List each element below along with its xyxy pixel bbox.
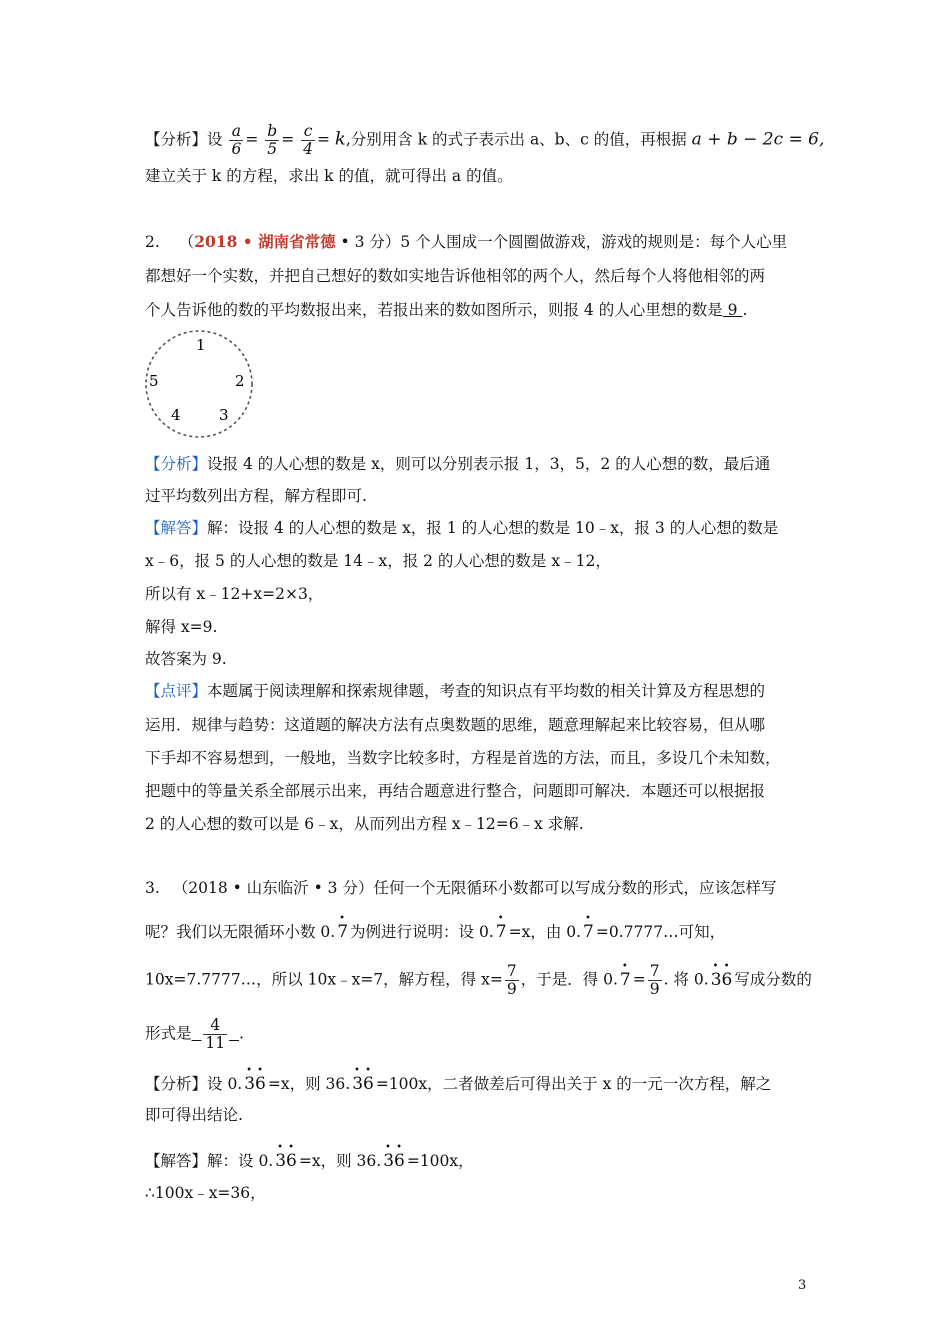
text: =100x， — [406, 1152, 474, 1170]
text: = — [632, 970, 646, 989]
repeating-decimal: • • 36 — [275, 1142, 297, 1171]
analysis-tag: 【分析】 — [145, 455, 208, 473]
text: ，于是．得 0. — [520, 970, 618, 989]
circle-label-4: 4 — [171, 406, 181, 424]
text: 为例进行说明：设 0. — [350, 923, 494, 941]
fraction-7-9: $\frac{7}{9}$ — [649, 962, 660, 998]
q2-review-3: 下手却不容易想到，一般地，当数字比较多时，方程是首选的方法，而且，多设几个未知数， — [145, 749, 781, 767]
repeating-decimal: • • 36 — [710, 960, 733, 990]
text: 呢？我们以无限循环小数 0. — [145, 923, 336, 941]
text: ,分别用含 k 的式子表示出 a、b、c 的值，再根据 — [345, 130, 687, 149]
text: =x，由 0. — [508, 923, 582, 941]
circle-label-1: 1 — [196, 336, 206, 354]
repeating-decimal: • • 36 — [244, 1065, 266, 1094]
text: 设 0. — [207, 1075, 243, 1093]
repeating-decimal: • 7 — [337, 913, 349, 942]
q2-solution-3: 所以有 x﹣12+x=2×3， — [145, 585, 324, 603]
text: 解：设报 4 的人心想的数是 x，报 1 的人心想的数是 10﹣x，报 3 的人心想的数是 — [207, 519, 779, 537]
q2-analysis-2: 过平均数列出方程，解方程即可. — [145, 487, 367, 505]
text: . 将 0. — [663, 970, 709, 989]
repeating-decimal: • • 36 — [352, 1065, 374, 1094]
text: =x，则 36. — [298, 1152, 382, 1170]
q2-line-2: 都想好一个实数，并把自己想好的数如实地告诉他相邻的两个人，然后每个人将他相邻的两 — [145, 267, 766, 285]
repeating-decimal: • • 36 — [383, 1142, 405, 1171]
review-tag: 【点评】 — [145, 682, 208, 700]
text: =100x，二者做差后可得出关于 x 的一元一次方程，解之 — [375, 1075, 772, 1093]
q2-solution-1 — [145, 518, 778, 538]
repeating-decimal: • 7 — [619, 960, 631, 990]
text: 设报 4 的人心想的数是 x，则可以分别表示报 1，3，5，2 的人心想的数，最后通 — [207, 455, 771, 473]
text: =x，则 36. — [267, 1075, 351, 1093]
circle-label-2: 2 — [235, 372, 245, 390]
text: . — [742, 301, 748, 319]
analysis-line-2: 建立关于 k 的方程，求出 k 的值，就可得出 a 的值。 — [145, 167, 513, 185]
fraction: $\frac{b}{5}$ — [267, 122, 278, 158]
text: 5 个人围成一个圆圈做游戏，游戏的规则是：每个人心里 — [400, 233, 788, 251]
q2-analysis-1 — [145, 454, 770, 474]
circle-label-5: 5 — [149, 372, 159, 390]
repeating-decimal: • 7 — [583, 913, 594, 942]
question-number: 2. — [145, 233, 160, 251]
k-variable: k — [334, 128, 346, 150]
analysis-tag: 【分析】 — [145, 1075, 208, 1093]
q2-solution-2: x﹣6，报 5 的人心想的数是 14﹣x，报 2 的人心想的数是 x﹣12， — [145, 552, 611, 570]
q2-review-5: 2 的人心想的数可以是 6﹣x，从而列出方程 x﹣12=6﹣x 求解. — [145, 815, 584, 833]
fraction: $\frac{a}{6}$ — [231, 122, 242, 158]
page-number: 3 — [798, 1278, 807, 1293]
q3-analysis-2: 即可得出结论. — [145, 1106, 243, 1124]
analysis-tag: 【分析】 — [145, 130, 208, 149]
answer-blank — [192, 1016, 239, 1052]
q3-line-3 — [145, 960, 812, 998]
q3-analysis-1 — [145, 1065, 772, 1094]
text: 10x=7.7777…，所以 10x﹣x=7，解方程，得 x= — [145, 970, 503, 989]
text: （2018 • 山东临沂 • 3 分）任何一个无限循环小数都可以写成分数的形式，应该怎样写 — [172, 879, 777, 897]
source-close: • 3 分） — [335, 233, 401, 251]
text: 解：设 0. — [207, 1152, 274, 1170]
text: 本题属于阅读理解和探索规律题，考查的知识点有平均数的相关计算及方程思想的 — [207, 682, 766, 700]
q2-review-1 — [145, 681, 765, 701]
circle-svg — [143, 328, 255, 440]
solution-tag: 【解答】 — [145, 1152, 208, 1170]
q3-line-1 — [145, 878, 776, 898]
fraction: $\frac{c}{4}$ — [303, 122, 313, 158]
q2-line-3 — [145, 300, 747, 320]
text: 个人告诉他的数的平均数报出来，若报出来的数如图所示，则报 4 的人心里想的数是 — [145, 301, 723, 319]
q2-line-1 — [145, 232, 787, 252]
question-number: 3. — [145, 879, 160, 897]
fraction-7-9: $\frac{7}{9}$ — [506, 962, 517, 998]
q3-line-2 — [145, 913, 726, 942]
repeating-decimal: • 7 — [495, 913, 507, 942]
q2-review-2: 运用．规律与趋势：这道题的解决方法有点奥数题的思维，题意理解起来比较容易，但从哪 — [145, 716, 766, 734]
source-open: （ — [178, 233, 195, 251]
q3-line-4 — [145, 1017, 244, 1052]
source-tag: 2018 • 湖南省常德 — [194, 232, 336, 251]
circle-diagram — [143, 328, 255, 440]
q2-solution-4: 解得 x=9. — [145, 618, 218, 636]
answer-fraction: $\frac{4}{11}$ — [205, 1016, 226, 1052]
q2-review-4: 把题中的等量关系全部展示出来，再结合题意进行整合，问题即可解决．本题还可以根据报 — [145, 782, 766, 800]
text: =0.7777…可知， — [595, 923, 726, 941]
text: 写成分数的 — [734, 970, 812, 989]
q3-solution-2: ∴100x﹣x=36， — [145, 1184, 266, 1202]
answer-blank: 9 — [722, 301, 743, 319]
circle-label-3: 3 — [219, 406, 229, 424]
solution-tag: 【解答】 — [145, 519, 208, 537]
text: . — [239, 1024, 244, 1043]
q2-solution-5: 故答案为 9. — [145, 650, 227, 668]
condition-equation: a + b − 2c = 6, — [691, 129, 825, 150]
q3-solution-1 — [145, 1142, 474, 1171]
text: 形式是 — [145, 1024, 192, 1043]
text: 设 — [207, 130, 223, 149]
analysis-line-1: 【分析】设 $\frac{a}{6}$ = $\frac{b}{5}$ = $\frac{c}{4}$ = k,分别用含 k 的式子表示出 a、b、c 的值，再根据 a + b − 2c = 6, — [145, 122, 825, 158]
